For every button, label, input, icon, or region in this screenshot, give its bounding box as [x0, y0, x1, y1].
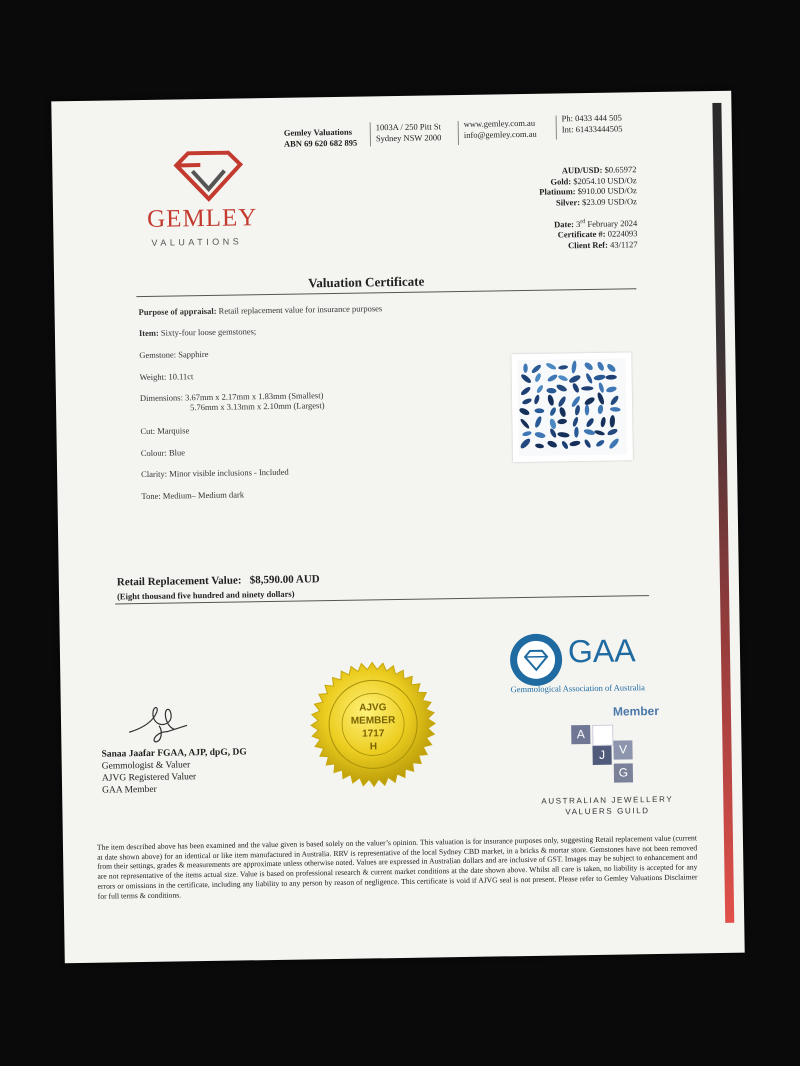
member-label: Member [612, 703, 660, 719]
phone: Ph: 0433 444 505 [561, 112, 622, 124]
gold-seal-icon [308, 653, 438, 795]
logo-wordmark: GEMLEY [146, 204, 258, 233]
weight-field: Weight: 10.11ct [139, 371, 194, 383]
company-block [284, 127, 358, 150]
signatory-role-1: Gemmologist & Valuer [101, 760, 191, 772]
seal-line-4: H [369, 741, 378, 753]
ajvg-letter-a: A [571, 725, 590, 744]
phone-block [562, 112, 623, 135]
page-title: Valuation Certificate [308, 273, 425, 291]
seal-line-2: MEMBER [350, 715, 396, 727]
ajvg-name: AUSTRALIAN JEWELLERY VALUERS GUILD [541, 794, 674, 817]
signatory-role-3: GAA Member [102, 784, 157, 796]
disclaimer-text: The item described above has been examined and the value given is based solely on the valuer’s opinion. This valuation is for insurance purposes only, suggesting Retail replacement value (current at date shown above) for an identical or like item manufactured in Australia. RRV is representative of the local Sydney CBD market, in a bricks & mortar store. Gemstones have not been removed from their settings, grades & measurements are approximate unless otherwise noted. Values are expressed in Australian dollars and are inclusive of GST. Images may be subject to enhancement and are not representative of the items actual size. Value is based on professional research & current market conditions at the date shown above. Whilst all care is taken, no liability is accepted for any errors or omissions in the certificate, including any liability to any person by reason of negligence. This certificate is void if AJVG seal is not present. Please refer to Gemley Valuations Disclaimer for full terms & conditions. [96, 833, 698, 901]
ajvg-letter-g: G [614, 763, 633, 782]
intl-phone: Int: 61433444505 [561, 123, 623, 135]
sapphire-gems-image [511, 352, 633, 462]
gaa-abbreviation: GAA [567, 632, 636, 670]
signatory-name: Sanaa Jaafar FGAA, AJP, dpG, DG [101, 747, 247, 760]
purpose-field: Purpose of appraisal: Retail replacement value for insurance purposes [138, 303, 383, 318]
color-stripe [712, 103, 734, 923]
sapphire-gem [585, 405, 589, 416]
company-name: Gemley Valuations [283, 126, 353, 138]
address-line-2: Sydney NSW 2000 [375, 132, 442, 144]
gemstone-photo [511, 352, 633, 462]
value-amount: $8,590.00 AUD [249, 573, 320, 587]
gaa-full-name: Gemmological Association of Australia [510, 682, 645, 695]
handwritten-signature [123, 697, 194, 746]
value-label: Retail Replacement Value: $8,590.00 AUD [116, 573, 320, 589]
value-in-words: (Eight thousand five hundred and ninety dollars) [116, 588, 295, 602]
seal-line-1: AJVG [359, 702, 387, 714]
website-link[interactable]: www.gemley.com.au [463, 117, 536, 129]
ajvg-letter-j: J [592, 746, 611, 765]
header-divider [370, 122, 371, 146]
sapphire-gem [523, 363, 527, 372]
logo-subtitle: VALUATIONS [151, 236, 243, 248]
web-block [464, 118, 537, 141]
gaa-emblem-icon [508, 631, 565, 688]
rates-block [416, 164, 637, 253]
dimensions-field: Dimensions: 3.67mm x 2.17mm x 1.83mm (Smallest) [139, 390, 324, 404]
address-block [376, 121, 442, 144]
colour-field: Colour: Blue [140, 447, 186, 459]
certificate-date: Date: 3rd February 2024 [554, 218, 638, 230]
tone-field: Tone: Medium– Medium dark [141, 489, 245, 502]
gemstone-field: Gemstone: Sapphire [139, 348, 209, 361]
client-ref: Client Ref: 43/1127 [567, 239, 638, 251]
clarity-field: Clarity: Minor visible inclusions - Included [141, 466, 289, 480]
item-field: Item: Sixty-four loose gemstones; [138, 326, 257, 339]
address-line-1: 1003A / 250 Pitt St [375, 121, 441, 133]
signatory-block [101, 746, 247, 796]
ajvg-letter-v: V [613, 740, 632, 759]
gemley-diamond-icon [170, 150, 247, 203]
email-link[interactable]: info@gemley.com.au [463, 128, 537, 140]
gold-price: Gold: $2054.10 USD/Oz [550, 174, 637, 187]
signatory-role-2: AJVG Registered Valuer [101, 772, 197, 784]
aud-rate: AUD/USD: $0.65972 [561, 164, 637, 176]
header-divider [556, 115, 557, 139]
ajvg-seal [308, 653, 438, 795]
silver-price: Silver: $23.09 USD/Oz [555, 195, 637, 207]
certificate-paper [51, 91, 744, 964]
header-divider [458, 121, 459, 145]
ajvg-letter-j-blank [592, 725, 613, 746]
certificate-number: Certificate #: 0224093 [557, 228, 638, 240]
dimensions-field-2: 5.76mm x 3.13mm x 2.10mm (Largest) [190, 400, 325, 413]
abn: ABN 69 620 682 895 [283, 137, 358, 149]
seal-line-3: 1717 [362, 728, 385, 740]
platinum-price: Platinum: $910.00 USD/Oz [539, 185, 637, 197]
cut-field: Cut: Marquise [140, 425, 190, 437]
